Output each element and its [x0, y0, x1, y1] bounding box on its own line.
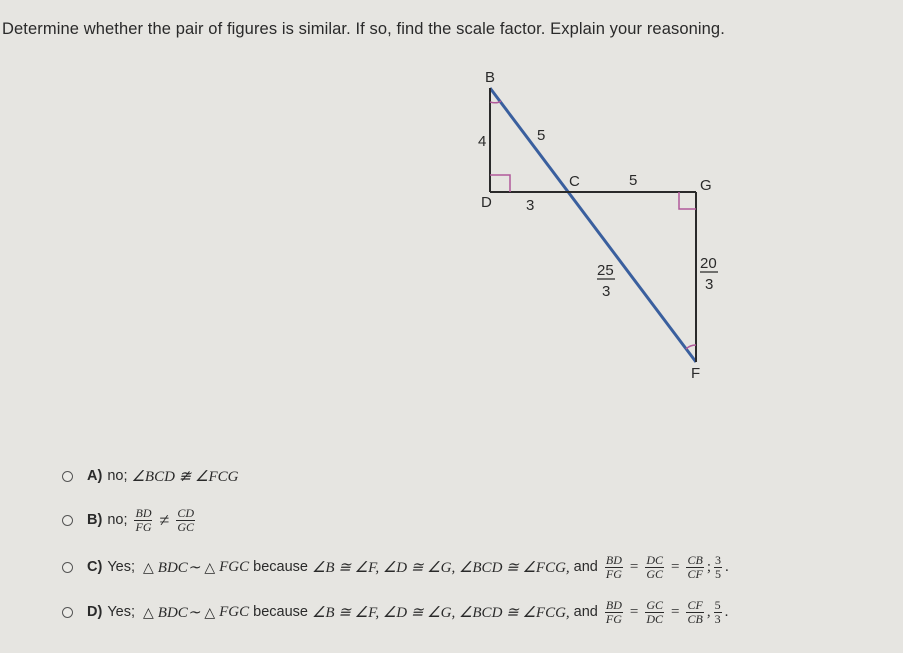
length-gf-numerator: 20 [700, 255, 717, 272]
choice-d-sim2: FGC [219, 603, 250, 620]
choice-a-math: ∠BCD ≇ ∠FCG [131, 468, 239, 485]
point-label-d: D [481, 194, 492, 211]
choice-a[interactable] [62, 462, 238, 490]
choice-c-letter: C) [87, 559, 103, 575]
choice-c-fraction-2: $\frac{DC}{GC}$ [646, 552, 664, 581]
choice-d[interactable] [62, 598, 728, 626]
choice-c-end: . [725, 558, 729, 575]
choice-b-fraction-1: $\frac{BD}{FG}$ [135, 505, 152, 534]
triangle-symbol: △ [143, 558, 154, 575]
point-label-f: F [691, 365, 701, 382]
choice-d-end: . [724, 603, 729, 620]
length-gf-denominator: 3 [705, 276, 714, 293]
point-label-g: G [700, 177, 712, 194]
choice-d-fraction-3: $\frac{CF}{CB}$ [687, 597, 703, 626]
choice-d-sim: BDC∼ [157, 604, 201, 621]
length-bc: 5 [537, 127, 546, 144]
choice-d-and: and [573, 604, 598, 620]
length-cf-denominator: 3 [602, 283, 611, 300]
segment-bf [490, 88, 696, 362]
point-label-b: B [485, 69, 496, 86]
choice-c-separator: ; [706, 558, 711, 575]
equals-sign: = [629, 603, 639, 620]
choice-c-lead: Yes; [107, 559, 135, 575]
choice-d-scale-factor: $\frac{5}{3}$ [714, 597, 721, 626]
radio-c[interactable] [62, 562, 73, 573]
point-label-c: C [569, 173, 580, 190]
length-cg: 5 [629, 172, 638, 189]
radio-b[interactable] [62, 515, 73, 526]
choice-d-separator: , [706, 603, 711, 620]
equals-sign: = [671, 603, 680, 620]
choice-c-angles: ∠B ≅ ∠F, ∠D ≅ ∠G, ∠BCD ≅ ∠FCG, [311, 559, 570, 576]
choice-c[interactable] [62, 553, 729, 581]
choice-b-letter: B) [87, 512, 103, 528]
question-text: Determine whether the pair of figures is similar. If so, find the scale factor. Explain your reasoning. [2, 20, 725, 38]
choice-d-lead: Yes; [107, 604, 135, 620]
choice-d-because: because [253, 604, 308, 620]
angle-mark-f [686, 345, 696, 349]
equals-sign: = [629, 558, 639, 575]
radio-d[interactable] [62, 607, 73, 618]
choice-c-fraction-1: $\frac{BD}{FG}$ [605, 552, 622, 581]
choice-d-fraction-1: $\frac{BD}{FG}$ [605, 597, 622, 626]
choice-c-scale-factor: $\frac{3}{5}$ [715, 552, 721, 581]
choice-c-sim2: FGC [219, 558, 250, 575]
angle-mark-b [490, 101, 501, 103]
choice-a-letter: A) [87, 468, 103, 484]
choice-a-lead: no; [107, 468, 128, 484]
triangle-symbol: △ [143, 603, 154, 620]
choice-b-fraction-2: $\frac{CD}{GC}$ [177, 505, 195, 534]
choice-d-letter: D) [87, 604, 103, 620]
equals-sign: = [671, 558, 680, 575]
right-angle-d [490, 175, 510, 192]
length-bd: 4 [478, 133, 487, 150]
choice-c-sim: BDC∼ [157, 559, 201, 576]
length-cf-numerator: 25 [597, 262, 614, 279]
similar-triangles-figure [440, 55, 740, 395]
choice-c-and: and [573, 559, 598, 575]
choice-d-fraction-2: $\frac{GC}{DC}$ [646, 597, 664, 626]
choice-c-because: because [253, 559, 308, 575]
triangle-symbol: △ [204, 603, 216, 620]
length-dc: 3 [526, 197, 535, 214]
right-angle-g [679, 192, 696, 209]
radio-a[interactable] [62, 471, 73, 482]
choice-b-lead: no; [107, 512, 128, 528]
choice-b[interactable] [62, 506, 198, 534]
choice-b-relation: ≠ [159, 509, 170, 530]
choice-d-angles: ∠B ≅ ∠F, ∠D ≅ ∠G, ∠BCD ≅ ∠FCG, [311, 604, 570, 621]
triangle-symbol: △ [204, 558, 216, 575]
choice-c-fraction-3: $\frac{CB}{CF}$ [687, 552, 703, 581]
